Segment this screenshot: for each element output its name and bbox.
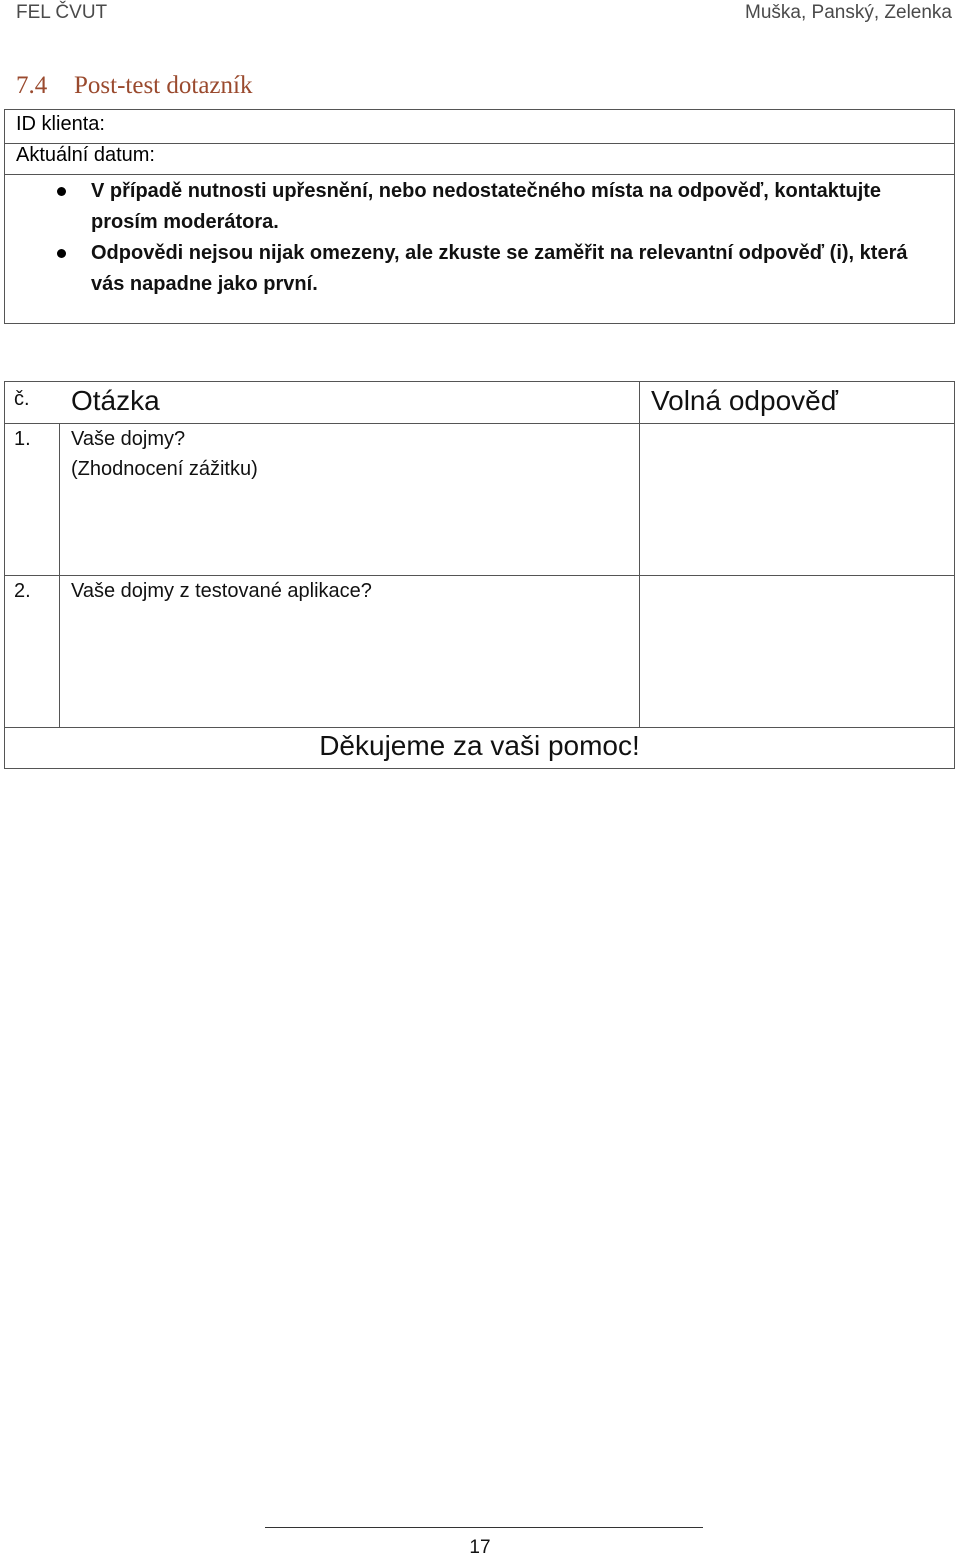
question-subtext: (Zhodnocení zážitku) <box>71 458 258 480</box>
instruction-item <box>5 176 954 238</box>
table-divider <box>5 423 954 424</box>
instruction-text: Odpovědi nejsou nijak omezeny, ale zkuste se zaměřit na relevantní odpověď (i), která vás napadne jako první. <box>91 242 908 295</box>
question-text: Vaše dojmy z testované aplikace? <box>71 580 372 602</box>
answer-field[interactable] <box>641 577 954 726</box>
bullet-icon <box>57 187 66 196</box>
client-id-label: ID klienta: <box>16 113 105 135</box>
column-header-question: Otázka <box>71 385 160 416</box>
bullet-icon <box>57 249 66 258</box>
date-label: Aktuální datum: <box>16 144 155 166</box>
instruction-item <box>5 238 954 300</box>
answer-field[interactable] <box>641 425 954 574</box>
header-authors: Muška, Panský, Zelenka <box>745 2 952 23</box>
table-divider <box>5 575 954 576</box>
date-field[interactable] <box>5 144 954 175</box>
instruction-text: V případě nutnosti upřesnění, nebo nedostatečného místa na odpověď, kontaktujte prosím moderátora. <box>91 180 882 233</box>
thank-you-message: Děkujeme za vaši pomoc! <box>319 730 640 761</box>
table-column-divider <box>59 423 60 727</box>
client-info-box <box>4 109 955 324</box>
instructions-list <box>5 176 954 300</box>
row-number: 2. <box>14 580 31 602</box>
client-id-field[interactable] <box>5 113 954 144</box>
column-header-answer: Volná odpověď <box>651 385 838 416</box>
footer-divider <box>265 1527 703 1528</box>
table-column-divider <box>639 382 640 727</box>
questionnaire-table <box>4 381 955 769</box>
column-header-number: č. <box>14 388 30 410</box>
page-number: 17 <box>469 1537 491 1558</box>
header-left-text: FEL ČVUT <box>16 2 108 23</box>
table-divider <box>5 727 954 728</box>
section-number: 7.4 <box>16 72 48 99</box>
section-title-text: Post-test dotazník <box>74 72 253 99</box>
question-text: Vaše dojmy? <box>71 428 186 450</box>
section-heading <box>16 72 252 100</box>
row-number: 1. <box>14 428 31 450</box>
